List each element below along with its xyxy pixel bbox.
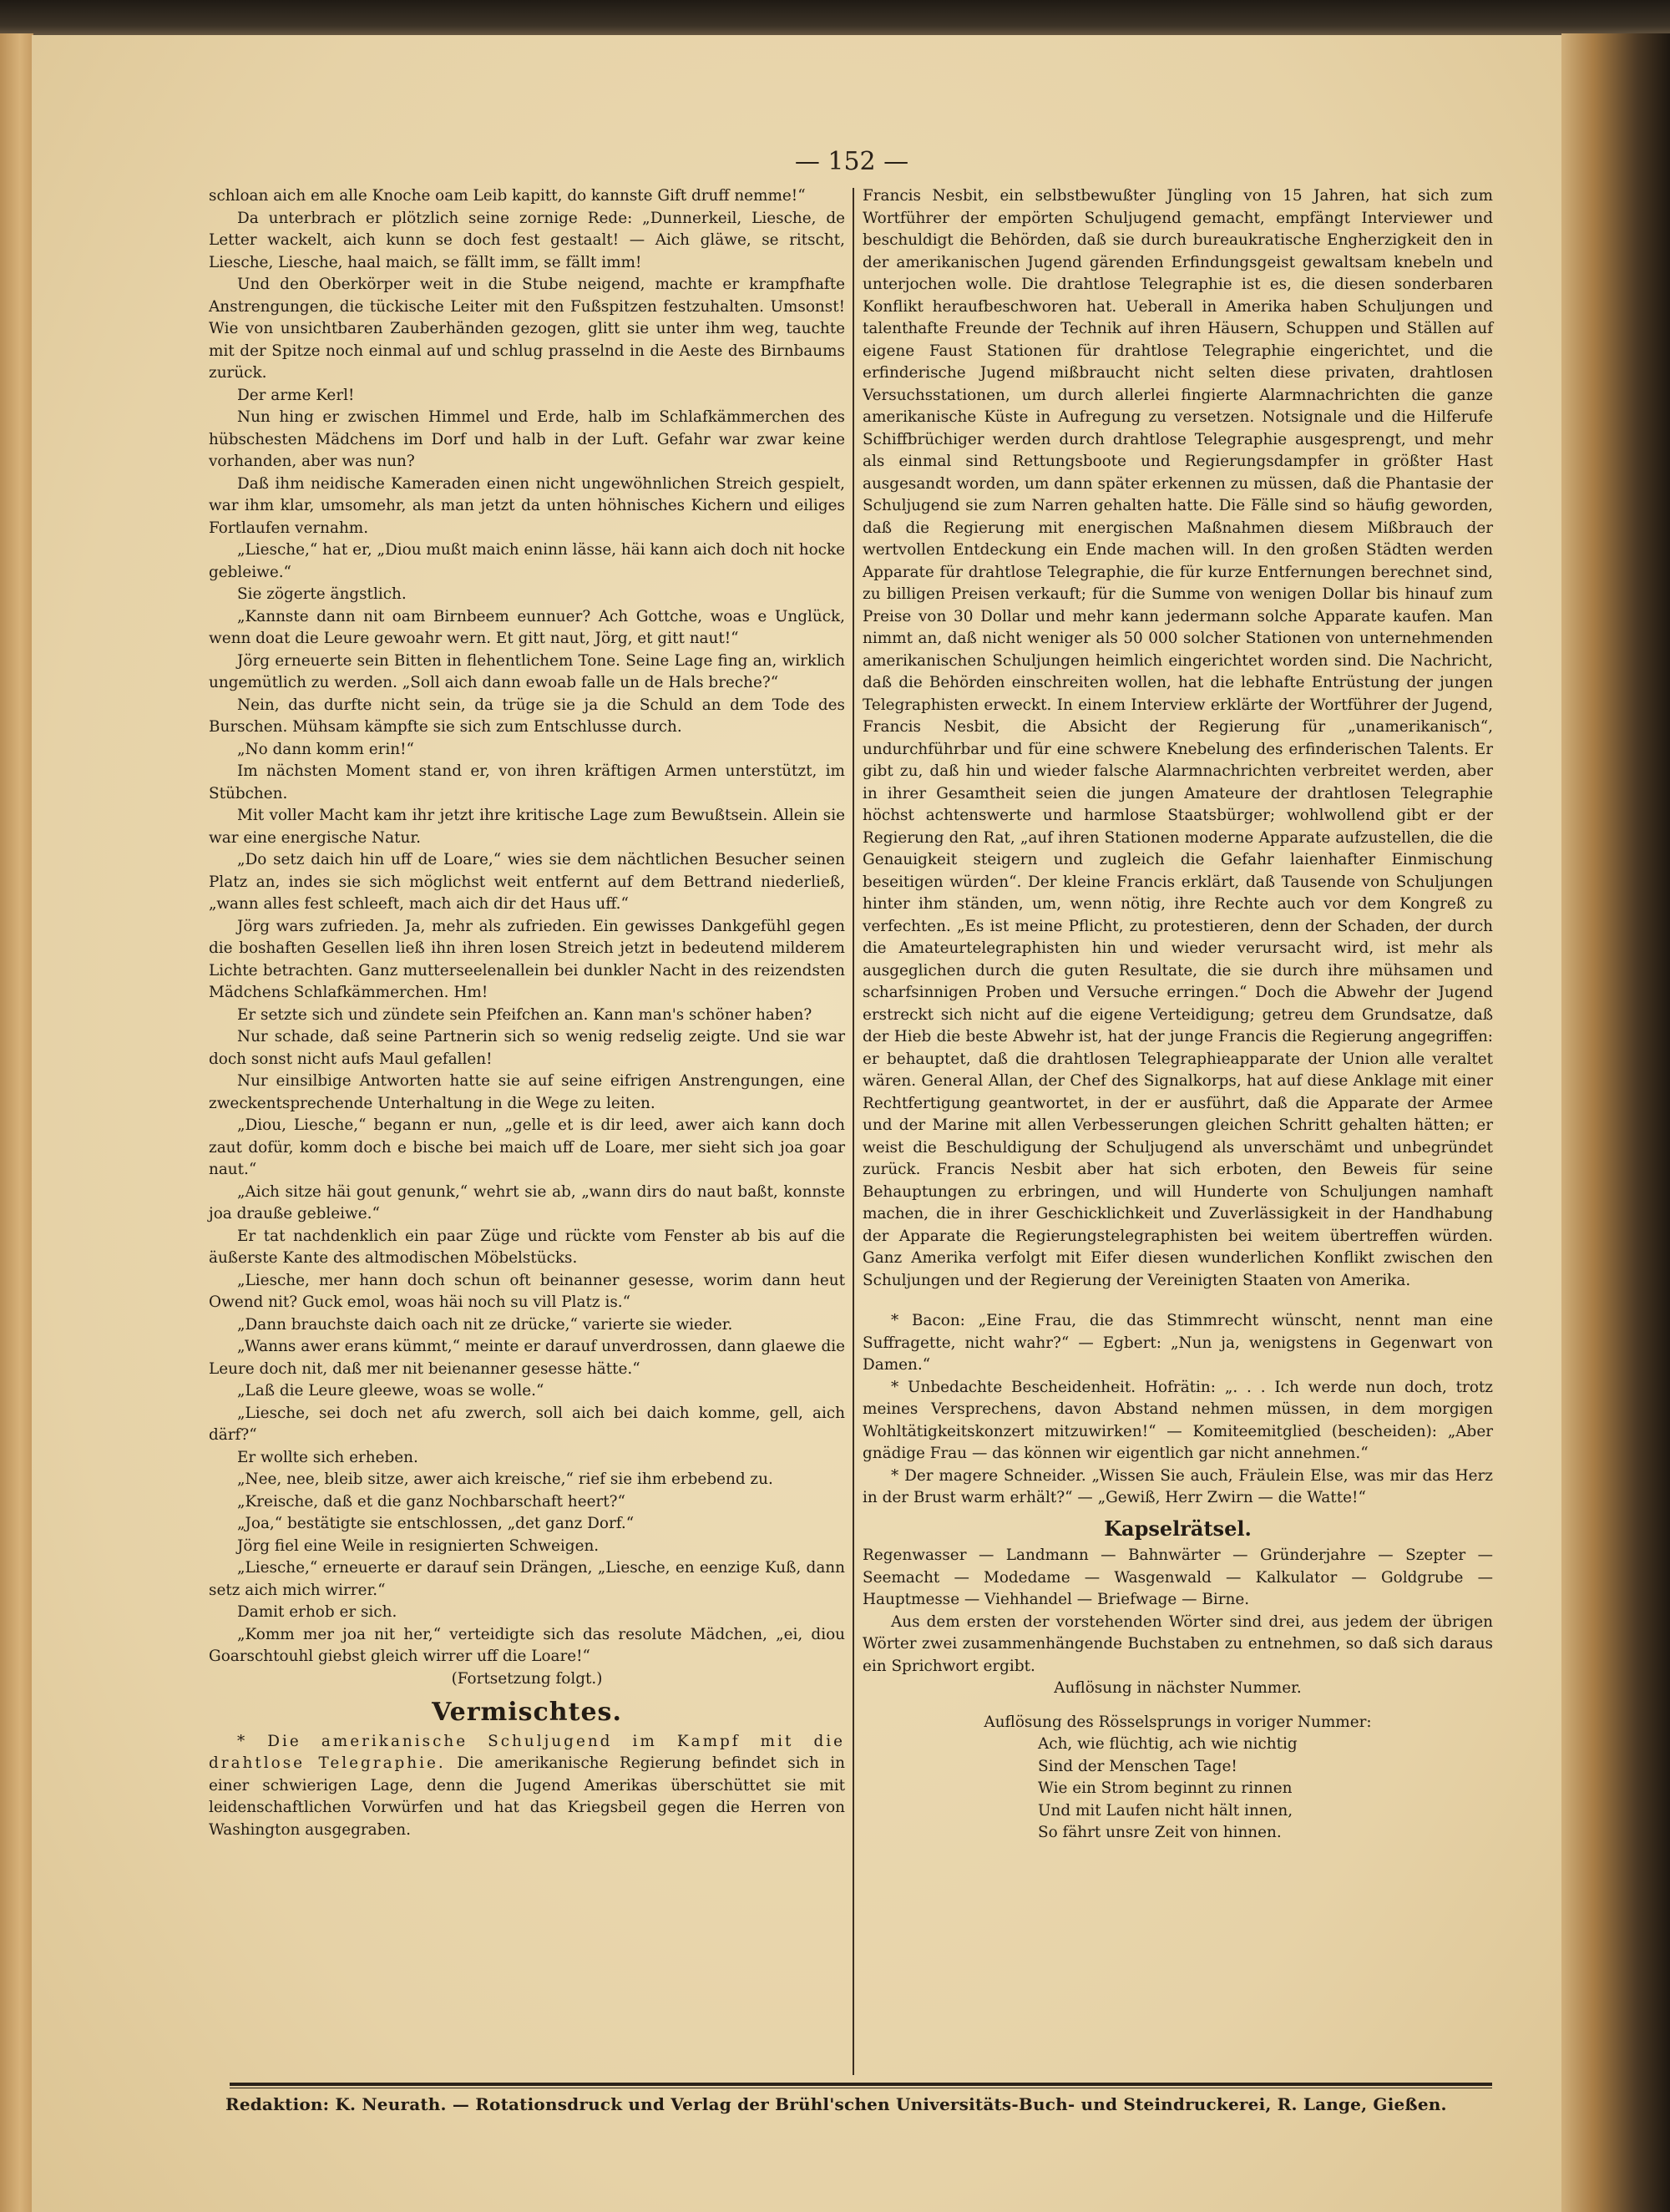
paragraph: „Wanns awer erans kümmt,“ meinte er darauf unverdrossen, dann glaewe die Leure doch nit, daß mer nit beienanner gesesse hätte.“ xyxy=(209,1338,845,1378)
paragraph: „Liesche, sei doch net afu zwerch, soll aich bei daich komme, gell, aich därf?“ xyxy=(209,1404,845,1444)
paragraph: Jörg fiel eine Weile in resignierten Schweigen. xyxy=(237,1536,600,1555)
paragraph: „No dann komm erin!“ xyxy=(237,740,414,758)
poem-line: Sind der Menschen Tage! xyxy=(1038,1757,1237,1775)
poem-line: Ach, wie flüchtig, ach wie nichtig xyxy=(1038,1735,1298,1753)
column-divider xyxy=(853,188,854,2075)
paragraph: Mit voller Macht kam ihr jetzt ihre kritische Lage zum Bewußtsein. Allein sie war eine energische Natur. xyxy=(209,807,845,847)
paragraph: „Liesche,“ erneuerte er darauf sein Drängen, „Liesche, en eenzige Kuß, dann setz aich mich wirrer.“ xyxy=(209,1559,845,1599)
footer-rule xyxy=(230,2083,1492,2086)
paragraph: Sie zögerte ängstlich. xyxy=(237,585,407,603)
riddle-solution-note: Auflösung in nächster Nummer. xyxy=(1054,1679,1302,1697)
paragraph: Nur einsilbige Antworten hatte sie auf seine eifrigen Anstrengungen, eine zweckentsprechende Unterhaltung in die Wege zu leiten. xyxy=(209,1072,845,1112)
solution-heading: Auflösung des Rösselsprungs in voriger Nummer: xyxy=(984,1713,1372,1731)
paragraph: „Kreische, daß et die ganz Nochbarschaft heert?“ xyxy=(237,1492,625,1511)
paragraph: Er wollte sich erheben. xyxy=(237,1448,418,1466)
riddle-heading: Kapselrätsel. xyxy=(1104,1516,1252,1541)
paragraph: Jörg erneuerte sein Bitten in flehentlichem Tone. Seine Lage fing an, wirklich ungemütlich zu werden. „Soll aich dann ewoab falle un de Hals breche?“ xyxy=(209,651,845,691)
paragraph: „Aich sitze häi gout genunk,“ wehrt sie ab, „wann dirs do naut baßt, konnste joa drauße gebleiwe.“ xyxy=(209,1182,845,1222)
paragraph: Nun hing er zwischen Himmel und Erde, halb im Schlafkämmerchen des hübschesten Mädchens im Dorf und halb in der Luft. Gefahr war zwar keine vorhanden, aber was nun? xyxy=(209,408,845,470)
paragraph: „Laß die Leure gleewe, woas se wolle.“ xyxy=(237,1382,544,1400)
paragraph: Damit erhob er sich. xyxy=(237,1603,397,1621)
paragraph: Nur schade, daß seine Partnerin sich so wenig redselig zeigte. Und sie war doch sonst nicht aufs Maul gefallen! xyxy=(209,1028,845,1068)
scan-top-edge xyxy=(0,0,1670,37)
joke-item: * Unbedachte Bescheidenheit. Hofrätin: „. . . Ich werde nun doch, trotz meines Versprechens, davon Abstand nehmen müssen, in dem morgigen Wohltätigkeitskonzert mitzuwirken!“ — Komiteemitglied (bescheiden): „Aber gnädige Frau — das können wir eigentlich gar nicht annehmen.“ xyxy=(863,1378,1493,1462)
page-number: — 152 — xyxy=(794,147,909,176)
paragraph: „Komm mer joa nit her,“ verteidigte sich das resolute Mädchen, „ei, diou Goarschtouhl giebst gleich wirrer uff die Loare!“ xyxy=(209,1625,845,1665)
paragraph: „Joa,“ bestätigte sie entschlossen, „det ganz Dorf.“ xyxy=(237,1515,635,1532)
paragraph: Er setzte sich und zündete sein Pfeifchen an. Kann man's schöner haben? xyxy=(237,1005,812,1024)
book-spine-edge xyxy=(1561,33,1670,2212)
paragraph: Im nächsten Moment stand er, von ihren kräftigen Armen unterstützt, im Stübchen. xyxy=(209,762,845,802)
paragraph: Und den Oberkörper weit in die Stube neigend, machte er krampfhafte Anstrengungen, die tückische Leiter mit den Fußspitzen festzuhalten. Umsonst! Wie von unsichtbaren Zauberhänden gezogen, glitt sie unter ihm weg, tauchte mit der Spitze noch einmal auf und schlug prasselnd in die Aeste des Birnbaums zurück. xyxy=(209,276,845,382)
misc-article-lead: * Die amerikanische Schuljugend im Kampf mit die drahtlose Telegraphie. xyxy=(209,1732,845,1772)
paragraph: schloan aich em alle Knoche oam Leib kapitt, do kannste Gift druff nemme!“ xyxy=(209,187,806,205)
paragraph: „Do setz daich hin uff de Loare,“ wies sie dem nächtlichen Besucher seinen Platz an, indes sie sich möglichst weit entfernt auf dem Bettrand niederließ, „wann alles fest schleeft, mach aich dir det Haus uff.“ xyxy=(209,851,845,913)
right-column xyxy=(863,185,1493,1845)
paragraph: „Nee, nee, bleib sitze, awer aich kreische,“ rief sie ihm erbebend zu. xyxy=(237,1470,773,1488)
article-continuation: Francis Nesbit, ein selbstbewußter Jüngling von 15 Jahren, hat sich zum Wortführer der empörten Schuljugend gemacht, empfängt Interviewer und beschuldigt die Behörden, daß sie durch bureaukratische Engherzigkeit den in der amerikanischen Jugend gärenden Erfindungsgeist gewaltsam knebeln und unterjochen wolle. Die drahtlose Telegraphie ist es, die diesen sonderbaren Konflikt heraufbeschworen hat. Ueberall in Amerika haben Schuljungen und talenthafte Freunde der Technik auf ihren Häusern, Schuppen und Ställen auf eigene Faust Stationen für drahtlose Telegraphie eingerichtet, und die erfinderische Jugend mißbraucht nicht selten diese privaten, drahtlosen Versuchsstationen, um durch allerlei fingierte Alarmnachrichten die ganze amerikanische Küste in Aufregung zu versetzen. Notsignale und die Hilferufe Schiffbrüchiger werden durch drahtlose Telegraphie ausgesprengt, und mehr als einmal sind Rettungsboote und Regierungsdampfer in größter Hast ausgesandt worden, um dann später erkennen zu müssen, daß die Phantasie der Schuljugend sie zum Narren gehalten hatte. Die Fälle sind so häufig geworden, daß die Regierung mit energischen Maßnahmen diesem Mißbrauch der wertvollen Entdeckung ein Ende machen will. In den großen Städten werden Apparate für drahtlose Telegraphie, die für kurze Entfernungen berechnet sind, zu billigen Preisen verkauft; für die Summe von wenigen Dollar bis hinauf zum Preise von 30 Dollar und mehr kann jedermann solche Apparate kaufen. Man nimmt an, daß nicht weniger als 50 000 solcher Stationen von unternehmenden amerikanischen Schuljungen heimlich eingerichtet worden sind. Die Nachricht, daß die Behörden einschreiten wollen, hat die lebhafte Entrüstung der jungen Telegraphisten erweckt. In einem Interview erklärte der Wortführer der Jugend, Francis Nesbit, die Absicht der Regierung für „unamerikanisch“, undurchführbar und für eine schwere Knebelung des erfinderischen Talents. Er gibt zu, daß hin und wieder falsche Alarmnachrichten verbreitet werden, aber in ihrer Gesamtheit seien die jungen Amateure der drahtlosen Telegraphie höchst achtenswerte und harmlose Staatsbürger; wohlwollend gibt er der Regierung den Rat, „auf ihren Stationen moderne Apparate aufzustellen, die die Genauigkeit steigern und zugleich die Gefahr laienhafter Einmischung beseitigen würden“. Der kleine Francis erklärt, daß Tausende von Schuljungen hinter ihm ständen, um, wenn nötig, ihre Rechte auch vor dem Kongreß zu verfechten. „Es ist meine Pflicht, zu protestieren, denn der Schaden, der durch die Amateurtelegraphisten hin und wieder verursacht wird, ist mehr als ausgeglichen durch die guten Resultate, die sie durch ihre mühsamen und scharfsinnigen Proben und Versuche erringen.“ Doch die Abwehr der Jugend erstreckt sich nicht auf die eigene Verteidigung; getreu dem Grundsatze, daß der Hieb die beste Abwehr ist, hat der junge Francis die Regierung angegriffen: er behauptet, daß die drahtlosen Telegraphieapparate der Union alle veraltet wären. General Allan, der Chef des Signalkorps, hat auf diese Anklage mit einer Rechtfertigung geantwortet, in der er ausführt, daß die Apparate der Armee und der Marine mit allen Verbesserungen gleichen Schritt gehalten hätten; er weist die Beschuldigung der Schuljugend als unverschämt und unbegründet zurück. Francis Nesbit aber hat sich erboten, den Beweis für seine Behauptungen zu erbringen, und will Hunderte von Schuljungen namhaft machen, die in ihrer Geschicklichkeit und Zuverlässigkeit in der Handhabung der Apparate die Regierungstelegraphisten bei weitem übertreffen würden. Ganz Amerika verfolgt mit Eifer diesen wunderlichen Konflikt zwischen den Schuljungen und der Regierung der Vereinigten Staaten von Amerika. xyxy=(863,187,1493,1289)
misc-section-heading: Vermischtes. xyxy=(432,1698,622,1727)
joke-item: * Der magere Schneider. „Wissen Sie auch, Fräulein Else, was mir das Herz in der Brust warm erhält?“ — „Gewiß, Herr Zwirn — die Watte!“ xyxy=(863,1466,1493,1506)
paragraph: Nein, das durfte nicht sein, da trüge sie ja die Schuld an dem Tode des Burschen. Mühsam kämpfte sie sich zum Entschlusse durch. xyxy=(209,696,845,736)
paragraph: Er tat nachdenklich ein paar Züge und rückte vom Fenster ab bis auf die äußerste Kante des altmodischen Möbelstücks. xyxy=(209,1227,845,1267)
story-paragraphs xyxy=(209,185,845,1668)
poem-line: Wie ein Strom beginnt zu rinnen xyxy=(1038,1779,1293,1797)
paragraph: „Diou, Liesche,“ begann er nun, „gelle et is dir leed, awer aich kann doch zaut dofür, komm doch e bische bei maich uff de Loare, mer sieht sich joa goar naut.“ xyxy=(209,1116,845,1178)
paragraph: „Liesche, mer hann doch schun oft beinanner gesesse, worim dann heut Owend nit? Guck emol, woas häi noch su vill Platz is.“ xyxy=(209,1271,845,1311)
scan-left-edge xyxy=(0,33,33,2212)
imprint-footer: Redaktion: K. Neurath. — Rotationsdruck und Verlag der Brühl'schen Universitäts-Buch- und Steindruckerei, R. Lange, Gießen. xyxy=(225,2094,1447,2114)
paragraph: Jörg wars zufrieden. Ja, mehr als zufrieden. Ein gewisses Dankgefühl gegen die boshaften Gesellen ließ ihn ihren losen Streich jetzt in bedeutend milderem Lichte betrachten. Ganz mutterseelenallein bei dunkler Nacht in des reizendsten Mädchens Schlafkämmerchen. Hm! xyxy=(209,917,845,1001)
solution-poem xyxy=(863,1734,1493,1845)
paragraph: „Liesche,“ hat er, „Diou mußt maich eninn lässe, häi kann aich doch nit hocke gebleiwe.“ xyxy=(209,541,845,581)
riddle-words: Regenwasser — Landmann — Bahnwärter — Gründerjahre — Szepter — Seemacht — Modedame — Wasgenwald — Kalkulator — Goldgrube — Hauptmesse — Viehhandel — Briefwage — Birne. xyxy=(863,1546,1493,1608)
left-column xyxy=(209,185,845,1841)
paragraph: Da unterbrach er plötzlich seine zornige Rede: „Dunnerkeil, Liesche, de Letter wackelt, aich kunn se doch fest gestaalt! — Aich gläwe, se ritscht, Liesche, Liesche, haal maich, se fällt imm, se fällt imm! xyxy=(209,209,845,271)
paragraph: Der arme Kerl! xyxy=(237,386,355,404)
paragraph: „Dann brauchste daich oach nit ze drücke,“ varierte sie wieder. xyxy=(237,1315,733,1334)
riddle-instructions: Aus dem ersten der vorstehenden Wörter sind drei, aus jedem der übrigen Wörter zwei zusammenhängende Buchstaben zu entnehmen, so daß sich daraus ein Sprichwort ergibt. xyxy=(863,1612,1493,1675)
continuation-note: (Fortsetzung folgt.) xyxy=(451,1669,603,1688)
paragraph: Daß ihm neidische Kameraden einen nicht ungewöhnlichen Streich gespielt, war ihm klar, umsomehr, als man jetzt da unten höhnisches Kichern und eiliges Fortlaufen vernahm. xyxy=(209,474,845,537)
poem-line: So fährt unsre Zeit von hinnen. xyxy=(1038,1824,1282,1841)
joke-item: * Bacon: „Eine Frau, die das Stimmrecht wünscht, nennt man eine Suffragette, nicht wahr?“ — Egbert: „Nun ja, wenigstens in Gegenwart von Damen.“ xyxy=(863,1312,1493,1374)
poem-line: Und mit Laufen nicht hält innen, xyxy=(1038,1801,1293,1820)
paragraph: „Kannste dann nit oam Birnbeem eunnuer? Ach Gottche, woas e Unglück, wenn doat die Leure gewoahr wern. Et gitt naut, Jörg, et gitt naut!“ xyxy=(209,607,845,647)
misc-article-text: Die amerikanische Regierung befindet sich in einer schwierigen Lage, denn die Jugend Amerikas überschüttet sie mit leidenschaftlichen Vorwürfen und hat das Kriegsbeil gegen die Herren von Washington ausgegraben. xyxy=(209,1754,845,1839)
